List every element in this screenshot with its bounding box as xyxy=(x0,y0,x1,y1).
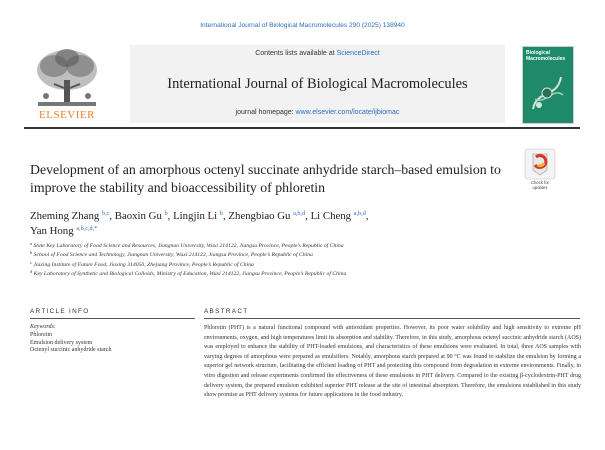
homepage-line xyxy=(130,109,505,116)
affiliation: $^d$ Key Laboratory of Synthetic and Biological Colloids, Ministry of Education, Wuxi 214122, Jiangsu Province, People’s Republic of China xyxy=(30,269,347,278)
publisher-name: ELSEVIER xyxy=(39,109,95,121)
check-for-updates-icon[interactable] xyxy=(524,148,556,180)
affiliation-list xyxy=(30,242,580,280)
abstract-rule xyxy=(204,318,580,319)
author-affil-marker[interactable]: b xyxy=(164,210,168,217)
affiliation: $^a$ State Key Laboratory of Food Science and Resources, Jiangnan University, Wuxi 214122, Jiangsu Province, People’s Republic of China xyxy=(30,241,344,249)
journal-cover[interactable] xyxy=(522,46,574,124)
article-info-heading: ARTICLE INFO xyxy=(30,308,90,315)
affiliation: $^c$ Jiaxing Institute of Future Food, Jiaxing 314050, Zhejiang Province, People’s Republic of China xyxy=(30,259,254,268)
contents-line xyxy=(130,50,505,57)
affiliation: $^b$ School of Food Science and Technology, Jiangnan University, Wuxi 214122, Jiangsu Province, People’s Republic of China xyxy=(30,250,313,259)
cover-title-line1: Biological xyxy=(526,50,550,56)
author[interactable]: Lingjin Li xyxy=(173,210,218,222)
author[interactable]: Baoxin Gu xyxy=(114,210,162,222)
author-affil-marker[interactable]: a,b,c,d,* xyxy=(76,225,98,232)
keywords-label: Keywords: xyxy=(30,324,56,330)
journal-title[interactable]: International Journal of Biological Macromolecules xyxy=(167,76,468,92)
check-for-updates-label[interactable] xyxy=(516,181,564,191)
keyword[interactable]: Emulsion delivery system xyxy=(30,339,93,346)
cover-title-line2: Macromolecules xyxy=(526,55,566,62)
sciencedirect-link[interactable]: ScienceDirect xyxy=(336,50,380,57)
journal-reference[interactable]: International Journal of Biological Macromolecules 290 (2025) 138940 xyxy=(200,22,405,29)
keywords-block xyxy=(30,324,195,355)
cover-illustration xyxy=(527,69,569,119)
abstract-heading: ABSTRACT xyxy=(204,308,249,315)
homepage-prefix: journal homepage: xyxy=(235,109,296,116)
author[interactable]: Zhengbiao Gu xyxy=(228,210,291,222)
cover-title xyxy=(526,51,570,62)
homepage-link[interactable]: www.elsevier.com/locate/ijbiomac xyxy=(295,109,400,116)
header-divider xyxy=(24,127,580,129)
author[interactable]: Zheming Zhang xyxy=(30,210,100,222)
abstract-text: Phloretin (PHT) is a natural functional compound with antioxidant properties. However, its poor water solubility and high sensitivity to extreme pH environments, oxygen, and high temperatures limit its absorption and stability. Therefore, in this study, amorphous octenyl succinic anhydride starch (AOS) was employed to enhance the stability of PHT-loaded emulsions, and characteristics of these emulsions were evaluated. In total, three AOS samples with varying degrees of amorphous were prepared as emulsifiers. Notably, amorphous starch prepared at 90 °C was found to stabilize the emulsion by forming a superior gel network structure, facilitating the efficient loading of PHT and protecting this compound from degradation in extreme environments. Finally, in vitro digestion and release experiments confirmed the effectiveness of these emulsions in PHT delivery. Compared to the existing β-cyclodextrin-PHT drug delivery system, the prepared emulsion exhibited superior PHT release at the site of intestinal absorption. Therefore, the emulsions established in this study show promise as PHT delivery systems for future applications in the food industry. xyxy=(204,325,581,399)
check-label-line1: Check for xyxy=(531,180,549,185)
author-affil-marker[interactable]: a,b,d xyxy=(293,210,306,217)
keyword[interactable]: Octenyl succinic anhydride starch xyxy=(30,347,112,354)
author[interactable]: Li Cheng xyxy=(310,210,352,222)
author-affil-marker[interactable]: a,b,d xyxy=(353,210,366,217)
author-list: Zheming Zhang $^{b,c}$, Baoxin Gu $^b$, Lingjin Li $^b$, Zhengbiao Gu $^{a,b,d}$, Li Cheng $^{a,b,d}$, Yan Hong $^{a,b,c,d,*}$ xyxy=(30,210,369,237)
author-affil-marker[interactable]: b xyxy=(219,210,223,217)
article-title: Development of an amorphous octenyl succinate anhydride starch–based emulsion to improve the stability and bioaccessibility of phloretin xyxy=(30,162,501,195)
contents-prefix: Contents lists available at xyxy=(255,50,337,57)
author-affil-marker[interactable]: b,c xyxy=(101,210,110,217)
check-label-line2: updates xyxy=(532,184,548,190)
keyword[interactable]: Phloretin xyxy=(30,331,52,338)
author[interactable]: Yan Hong xyxy=(30,225,74,237)
article-info-rule xyxy=(30,318,195,319)
